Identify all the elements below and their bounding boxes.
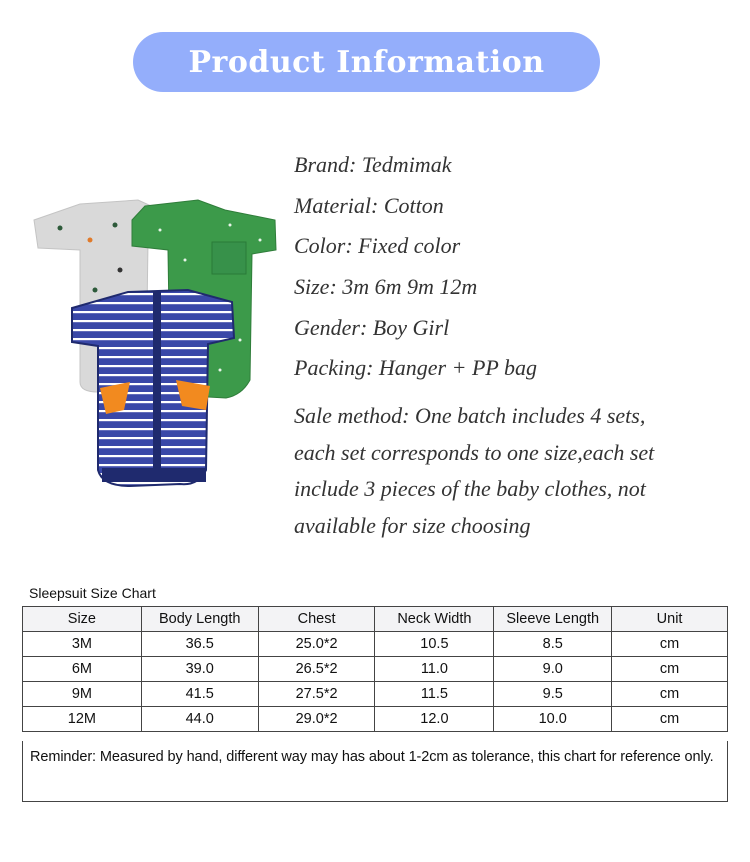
cell-body-length: 39.0 [141, 657, 258, 682]
rompers-illustration [20, 170, 288, 500]
sale-method-line: each set corresponds to one size,each set [294, 439, 655, 465]
table-row [23, 682, 728, 707]
sale-method-line: include 3 pieces of the baby clothes, not [294, 476, 646, 501]
cell-size: 9M [23, 682, 142, 707]
cell-body-length: 41.5 [141, 682, 258, 707]
column-header-chest: Chest [258, 607, 375, 632]
column-header-sleeve-length: Sleeve Length [494, 607, 612, 632]
cell-neck-width: 12.0 [375, 707, 494, 732]
cell-chest: 27.5*2 [258, 682, 375, 707]
banner-title: Product Information [188, 44, 545, 80]
column-header-unit: Unit [612, 607, 728, 632]
cell-sleeve-length: 10.0 [494, 707, 612, 732]
reminder-note: Reminder: Measured by hand, different way may has about 1-2cm as tolerance, this chart for reference only. [22, 741, 728, 802]
sale-method-line: available for size choosing [294, 512, 531, 538]
cell-body-length: 36.5 [141, 632, 258, 657]
cell-unit: cm [612, 682, 728, 707]
cell-chest: 29.0*2 [258, 707, 375, 732]
cell-chest: 26.5*2 [258, 657, 375, 682]
cell-neck-width: 10.5 [375, 632, 494, 657]
cell-size: 3M [23, 632, 142, 657]
size-chart-table [22, 606, 728, 732]
color-line: Color: Fixed color [294, 233, 461, 259]
packing-line: Packing: Hanger + PP bag [294, 355, 537, 381]
product-attributes [294, 148, 744, 392]
cell-body-length: 44.0 [141, 707, 258, 732]
cell-neck-width: 11.5 [375, 682, 494, 707]
column-header-neck-width: Neck Width [375, 607, 494, 632]
sale-method-line: Sale method: One batch includes 4 sets, [294, 403, 646, 428]
cell-chest: 25.0*2 [258, 632, 375, 657]
cell-sleeve-length: 8.5 [494, 632, 612, 657]
cell-neck-width: 11.0 [375, 657, 494, 682]
table-row [23, 657, 728, 682]
material-line: Material: Cotton [294, 192, 444, 218]
cell-unit: cm [612, 707, 728, 732]
cell-size: 6M [23, 657, 142, 682]
cell-size: 12M [23, 707, 142, 732]
product-image [20, 170, 288, 500]
column-header-body-length: Body Length [141, 607, 258, 632]
size-chart-title: Sleepsuit Size Chart [29, 585, 156, 601]
column-header-size: Size [23, 607, 142, 632]
table-row [23, 707, 728, 732]
cell-sleeve-length: 9.5 [494, 682, 612, 707]
cell-unit: cm [612, 632, 728, 657]
cell-unit: cm [612, 657, 728, 682]
size-line: Size: 3m 6m 9m 12m [294, 274, 478, 300]
gender-line: Gender: Boy Girl [294, 314, 450, 340]
sale-method [294, 398, 734, 544]
cell-sleeve-length: 9.0 [494, 657, 612, 682]
brand-line: Brand: Tedmimak [294, 152, 452, 177]
table-row [23, 632, 728, 657]
table-header-row [23, 607, 728, 632]
section-banner [133, 32, 600, 92]
